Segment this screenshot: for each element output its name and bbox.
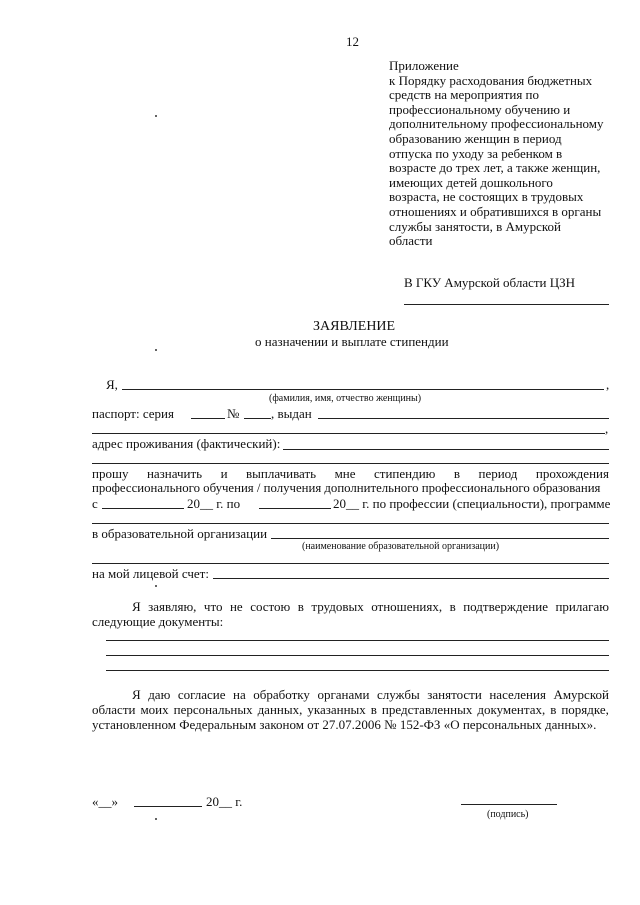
date-day: «__» xyxy=(92,794,118,809)
document-title: ЗАЯВЛЕНИЕ xyxy=(313,319,396,334)
signature-line[interactable] xyxy=(461,804,557,805)
scan-speck xyxy=(155,115,157,117)
address-end-comma: , xyxy=(605,421,609,436)
passport-issued-line[interactable] xyxy=(318,418,609,419)
address-extra-line[interactable] xyxy=(92,463,609,464)
period-year1: 20__ г. по xyxy=(187,496,241,511)
request-line-1: прошу назначить и выплачивать мне стипендию в период прохождения xyxy=(92,466,609,481)
addressee-line xyxy=(404,304,609,305)
signature-hint: (подпись) xyxy=(487,809,529,820)
period-end-line[interactable] xyxy=(259,508,331,509)
account-field-line[interactable] xyxy=(213,578,609,579)
ya-end-comma: , xyxy=(606,377,610,392)
appendix-note xyxy=(389,59,604,249)
org-hint: (наименование образовательной организации) xyxy=(302,541,500,552)
documents-line-3[interactable] xyxy=(106,670,609,671)
scan-speck xyxy=(155,349,157,351)
address-field-line[interactable] xyxy=(283,449,609,450)
page-number: 12 xyxy=(346,34,359,49)
passport-label: паспорт: серия xyxy=(92,406,174,421)
appendix-line: дополнительному профессиональному xyxy=(389,116,604,132)
passport-issued-label: , выдан xyxy=(271,406,312,421)
addressee: В ГКУ Амурской области ЦЗН xyxy=(404,275,576,290)
address-label: адрес проживания (фактический): xyxy=(92,436,281,451)
documents-line-2[interactable] xyxy=(106,655,609,656)
document-subtitle: о назначении и выплате стипендии xyxy=(255,334,449,349)
consent-line-1: Я даю согласие на обработку органами службы занятости населения Амурской xyxy=(132,687,609,702)
account-label: на мой лицевой счет: xyxy=(92,566,209,581)
ya-label: Я, xyxy=(106,377,118,392)
period-start-line[interactable] xyxy=(102,508,184,509)
org-extra-line[interactable] xyxy=(92,563,609,564)
statement-line-1: Я заявляю, что не состою в трудовых отношениях, в подтверждение прилагаю xyxy=(132,599,609,614)
date-month-line[interactable] xyxy=(134,806,202,807)
request-line-2: профессионального обучения / получения дополнительного профессионального образования xyxy=(92,481,601,495)
fio-field-line[interactable] xyxy=(122,389,604,390)
period-from-label: с xyxy=(92,496,98,511)
org-field-line[interactable] xyxy=(271,538,609,539)
org-label: в образовательной организации xyxy=(92,526,268,541)
appendix-line: образованию женщин в период xyxy=(389,130,562,146)
scan-speck xyxy=(155,585,157,587)
period-year2: 20__ г. по профессии (специальности), программе xyxy=(333,496,611,511)
appendix-line: возраста, не состоящих в трудовых xyxy=(389,189,584,205)
program-line[interactable] xyxy=(92,523,609,524)
passport-series-line[interactable] xyxy=(191,418,225,419)
passport-number-line[interactable] xyxy=(244,418,271,419)
appendix-line: области xyxy=(389,233,433,249)
passport-extra-line[interactable] xyxy=(92,433,605,434)
statement-line-2: следующие документы: xyxy=(92,614,224,629)
scan-speck xyxy=(155,818,157,820)
appendix-line: возрасте до трех лет, а также женщин, xyxy=(389,160,601,176)
appendix-line: к Порядку расходования бюджетных xyxy=(389,72,593,88)
consent-line-2: области моих персональных данных, указанных в представленных документах, в порядке, xyxy=(92,702,609,717)
appendix-line: Приложение xyxy=(389,58,459,73)
appendix-line: службы занятости, в Амурской xyxy=(389,218,561,234)
appendix-line: отношениях и обратившихся в органы xyxy=(389,203,602,219)
appendix-line: отпуска по уходу за ребенком в xyxy=(389,145,563,161)
appendix-line: средств на мероприятия по xyxy=(389,87,540,103)
consent-line-3: установленном Федеральным законом от 27.07.2006 № 152-ФЗ «О персональных данных». xyxy=(92,717,597,732)
passport-number-label: № xyxy=(227,406,240,421)
appendix-line: профессиональному обучению и xyxy=(389,101,571,117)
fio-hint: (фамилия, имя, отчество женщины) xyxy=(269,393,422,404)
date-year: 20__ г. xyxy=(206,794,243,809)
documents-line-1[interactable] xyxy=(106,640,609,641)
appendix-line: имеющих детей дошкольного xyxy=(389,174,553,190)
